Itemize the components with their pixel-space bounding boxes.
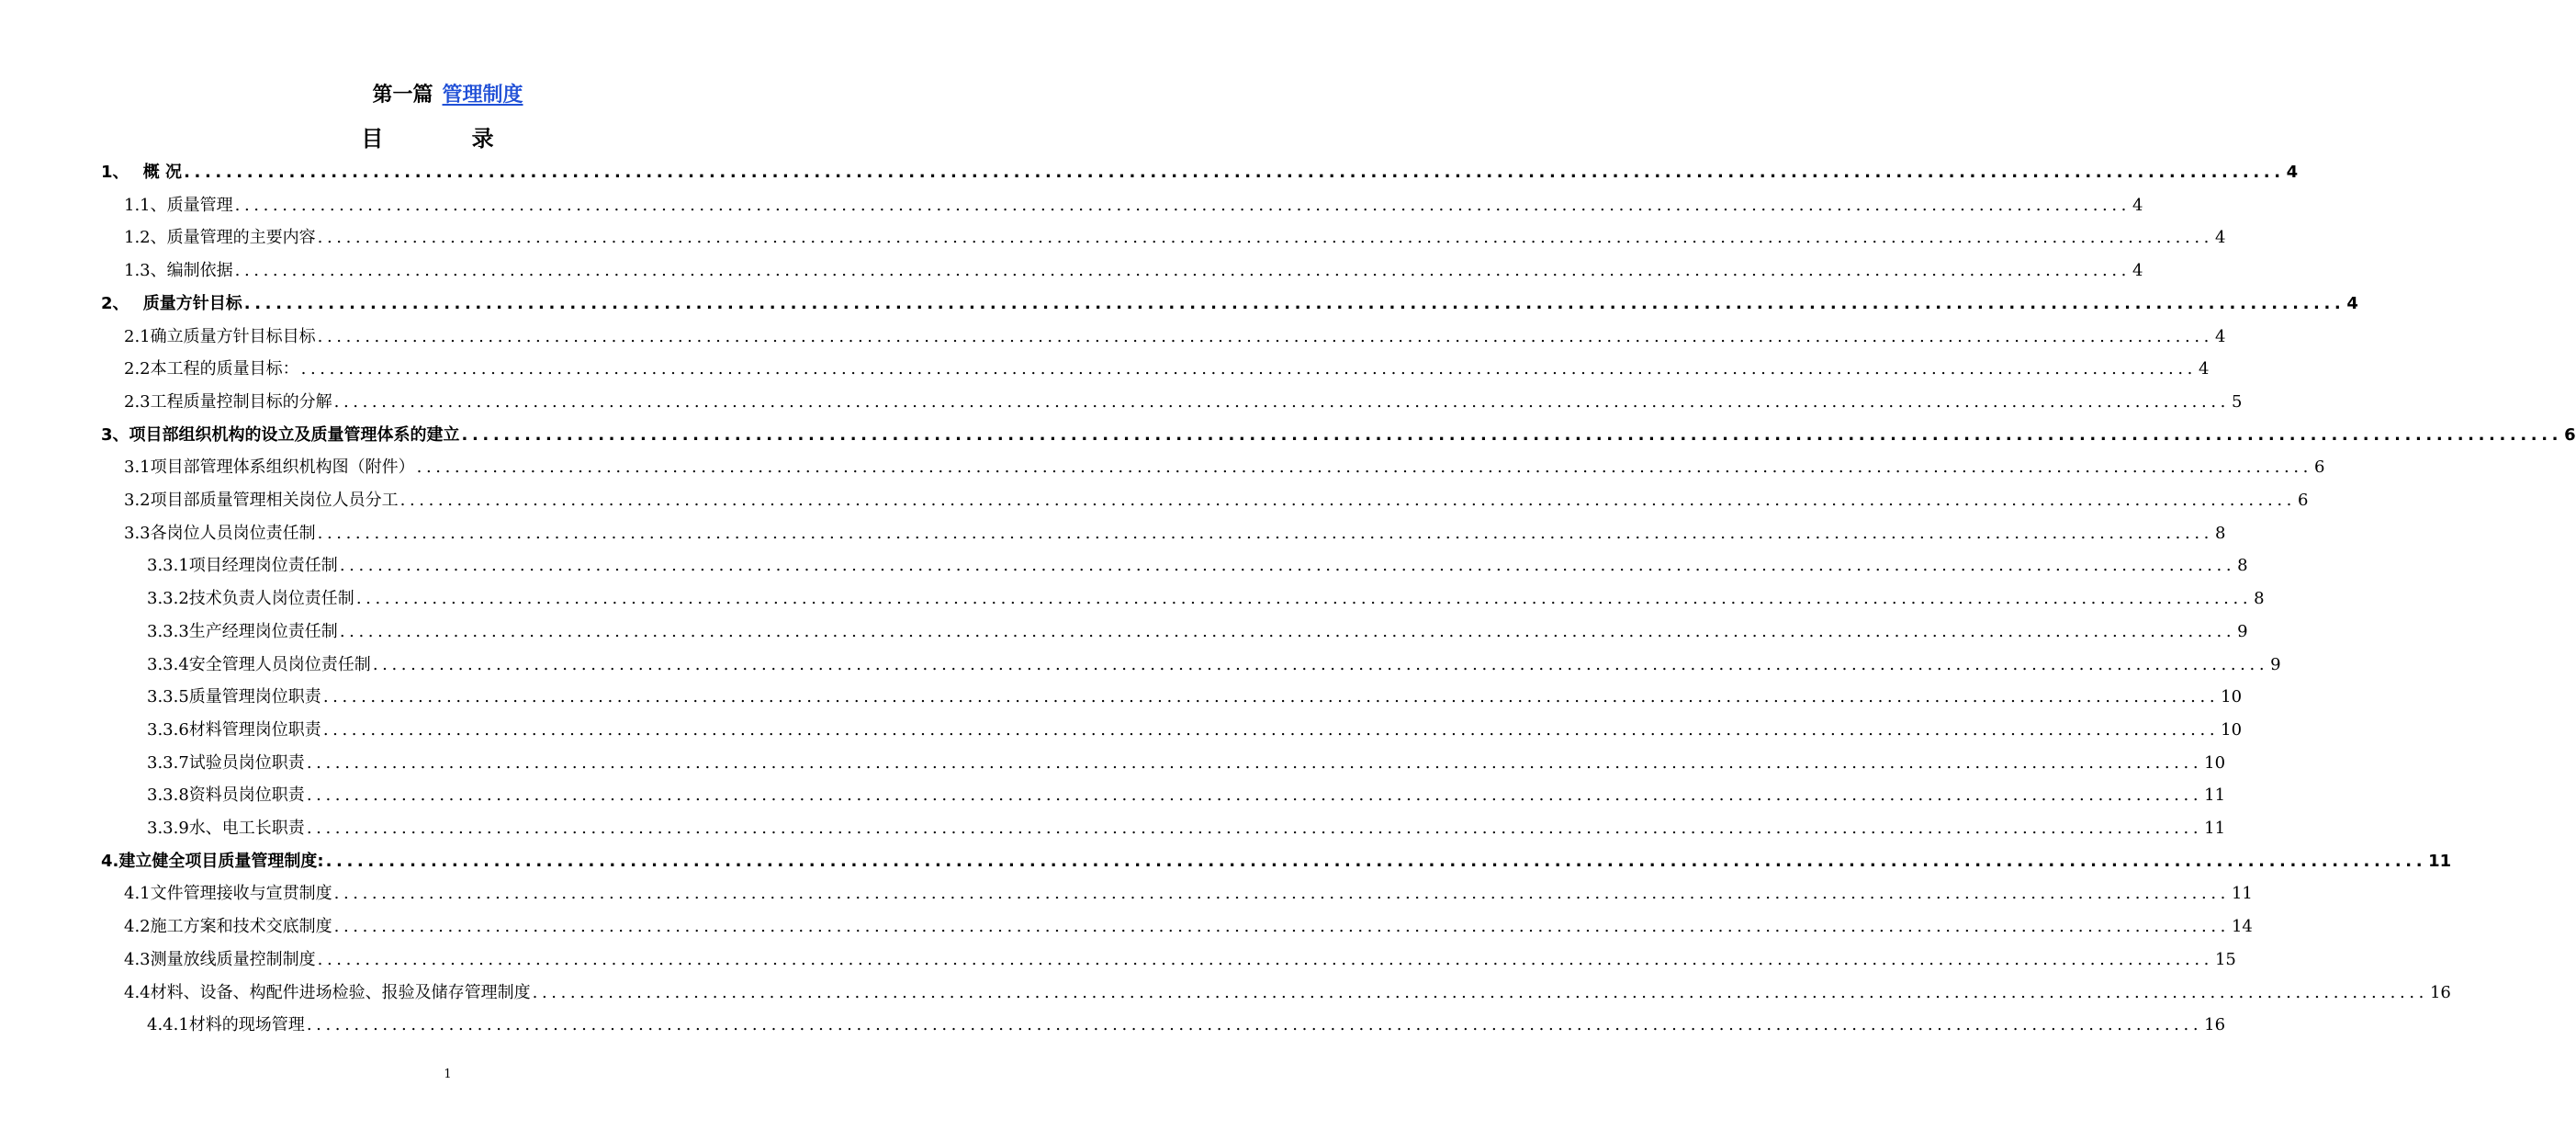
toc-leader-dots: ........................................................................................................................................................................................................ [234,261,2131,281]
toc-leader-dots: ........................................................................................................................................................................................................ [372,654,2269,674]
toc-entry-title: 3.3.5质量管理岗位职责 [147,687,321,707]
toc-entry-title: 1.2、质量管理的主要内容 [124,228,316,248]
toc-entry-page: 8 [2214,523,2226,543]
toc-entry-page: 10 [2221,719,2243,740]
toc-entry-page: 15 [2214,949,2236,969]
toc-entry[interactable] [147,747,2226,774]
toc-leader-dots: ........................................................................................................................................................................................................ [322,719,2220,740]
toc-leader-dots: ........................................................................................................................................................................................................ [461,424,2563,445]
toc-entry-page: 11 [2204,819,2226,838]
toc-entry[interactable] [124,910,2253,938]
toc-entry-page: 14 [2231,917,2253,937]
toc-entry-title: 4.1文件管理接收与宣贯制度 [124,884,332,904]
toc-entry-title: 3.3.4安全管理人员岗位责任制 [147,654,371,674]
part-label: 第一篇 [372,84,433,107]
toc-entry-page: 8 [2237,556,2248,576]
toc-entry-page: 9 [2237,621,2248,641]
toc-leader-dots: ........................................................................................................................................................................................................ [355,589,2253,609]
toc-entry-page: 10 [2221,687,2243,707]
toc-heading: 目 录 [361,126,534,152]
toc-entry[interactable] [124,977,2451,1004]
toc-entry[interactable] [124,189,2143,217]
toc-entry[interactable] [124,944,2236,971]
toc-entry[interactable] [147,779,2226,807]
toc-entry-page: 4 [2286,163,2299,182]
toc-entry-title: 4.3测量放线质量控制制度 [124,949,316,969]
toc-entry-page: 11 [2204,785,2226,806]
toc-entry[interactable] [147,582,2265,610]
toc-entry[interactable] [101,419,2576,446]
toc-entry-title: 3.3.3生产经理岗位责任制 [147,621,338,641]
toc-leader-dots: ........................................................................................................................................................................................................ [399,491,2296,510]
toc-entry-title: 2、 质量方针目标 [101,293,242,313]
toc-leader-dots: ........................................................................................................................................................................................................ [234,195,2131,215]
toc-entry-title: 3.3.2技术负责人岗位责任制 [147,589,354,609]
toc-entry[interactable] [124,386,2243,413]
toc-entry-title: 4.建立健全项目质量管理制度: [101,851,324,871]
toc-entry[interactable] [124,254,2143,282]
toc-entry-title: 3、项目部组织机构的设立及质量管理体系的建立 [101,424,460,445]
toc-entry[interactable] [147,1009,2226,1036]
toc-entry[interactable] [101,845,2452,873]
toc-entry[interactable] [124,321,2226,348]
toc-entry-title: 3.1项目部管理体系组织机构图（附件） [124,458,415,478]
toc-entry-title: 3.3.6材料管理岗位职责 [147,719,321,740]
toc-leader-dots: ........................................................................................................................................................................................................ [532,982,2428,1002]
toc-leader-dots: ........................................................................................................................................................................................................ [325,851,2427,871]
toc-entry-title: 3.2项目部质量管理相关岗位人员分工 [124,491,399,510]
toc-leader-dots: ........................................................................................................................................................................................................ [339,556,2236,576]
toc-entry-page: 5 [2231,391,2243,412]
toc-entry[interactable] [147,649,2281,676]
toc-entry-page: 8 [2254,589,2265,609]
toc-entry-page: 6 [2564,424,2576,445]
toc-leader-dots: ........................................................................................................................................................................................................ [317,949,2213,969]
page-number: 1 [444,1068,452,1081]
toc-entry-page: 9 [2270,654,2281,674]
toc-leader-dots: ........................................................................................................................................................................................................ [317,523,2213,543]
title-link[interactable]: 管理制度 [442,84,523,107]
toc-entry-title: 3.3.7试验员岗位职责 [147,752,305,773]
toc-entry-page: 6 [2297,491,2309,510]
toc-entry[interactable] [147,812,2226,840]
toc-entry-title: 3.3.1项目经理岗位责任制 [147,556,338,576]
toc-entry-title: 1.3、编制依据 [124,261,233,281]
toc-entry-title: 1、 概 况 [101,163,183,182]
toc-entry-page: 11 [2428,851,2452,871]
toc-entry[interactable] [124,353,2210,380]
toc-entry-page: 11 [2231,884,2253,904]
toc-leader-dots: ........................................................................................................................................................................................................ [333,917,2230,937]
toc-entry[interactable] [147,681,2243,708]
toc-leader-dots: ........................................................................................................................................................................................................ [317,326,2213,346]
toc-entry-title: 2.1确立质量方针目标目标 [124,326,316,346]
toc-entry[interactable] [101,156,2299,184]
toc-leader-dots: ........................................................................................................................................................................................................ [300,359,2197,379]
toc-entry[interactable] [124,517,2226,545]
toc-leader-dots: ........................................................................................................................................................................................................ [184,163,2285,182]
toc-entry[interactable] [147,549,2248,577]
toc-entry-title: 2.3工程质量控制目标的分解 [124,391,332,412]
toc-entry[interactable] [147,714,2243,741]
toc-entry-title: 1.1、质量管理 [124,195,233,215]
toc-entry[interactable] [124,877,2253,905]
toc-entry[interactable] [147,616,2248,643]
toc-entry-title: 2.2本工程的质量目标： [124,359,299,379]
toc-leader-dots: ........................................................................................................................................................................................................ [317,228,2213,248]
toc-entry-title: 4.2施工方案和技术交底制度 [124,917,332,937]
toc-entry-page: 4 [2132,261,2143,281]
toc-leader-dots: ........................................................................................................................................................................................................ [322,687,2220,707]
toc-entry[interactable] [124,451,2325,479]
toc-entry-title: 4.4材料、设备、构配件进场检验、报验及储存管理制度 [124,982,531,1002]
toc-entry[interactable] [124,221,2226,249]
toc-entry-page: 4 [2198,359,2210,379]
toc-entry-page: 6 [2313,458,2325,478]
toc-entry-title: 4.4.1材料的现场管理 [147,1015,305,1035]
toc-entry-page: 4 [2214,228,2226,248]
toc-leader-dots: ........................................................................................................................................................................................................ [339,621,2236,641]
toc-entry-page: 4 [2346,293,2358,313]
toc-leader-dots: ........................................................................................................................................................................................................ [333,884,2230,904]
toc-leader-dots: ........................................................................................................................................................................................................ [306,752,2203,773]
toc-leader-dots: ........................................................................................................................................................................................................ [416,458,2312,478]
toc-entry-page: 4 [2214,326,2226,346]
toc-leader-dots: ........................................................................................................................................................................................................ [243,293,2345,313]
toc-entry-title: 3.3.9水、电工长职责 [147,819,305,838]
toc-leader-dots: ........................................................................................................................................................................................................ [306,1015,2203,1035]
toc-entry-page: 4 [2132,195,2143,215]
toc-entry-title: 3.3.8资料员岗位职责 [147,785,305,806]
toc-entry-page: 10 [2204,752,2226,773]
toc-entry[interactable] [101,288,2358,315]
document-title [0,81,895,110]
toc-leader-dots: ........................................................................................................................................................................................................ [333,391,2230,412]
toc-leader-dots: ........................................................................................................................................................................................................ [306,819,2203,838]
toc-entry-page: 16 [2429,982,2451,1002]
toc-leader-dots: ........................................................................................................................................................................................................ [306,785,2203,806]
toc-entry-title: 3.3各岗位人员岗位责任制 [124,523,316,543]
toc-entry[interactable] [124,484,2309,512]
toc-entry-page: 16 [2204,1015,2226,1035]
